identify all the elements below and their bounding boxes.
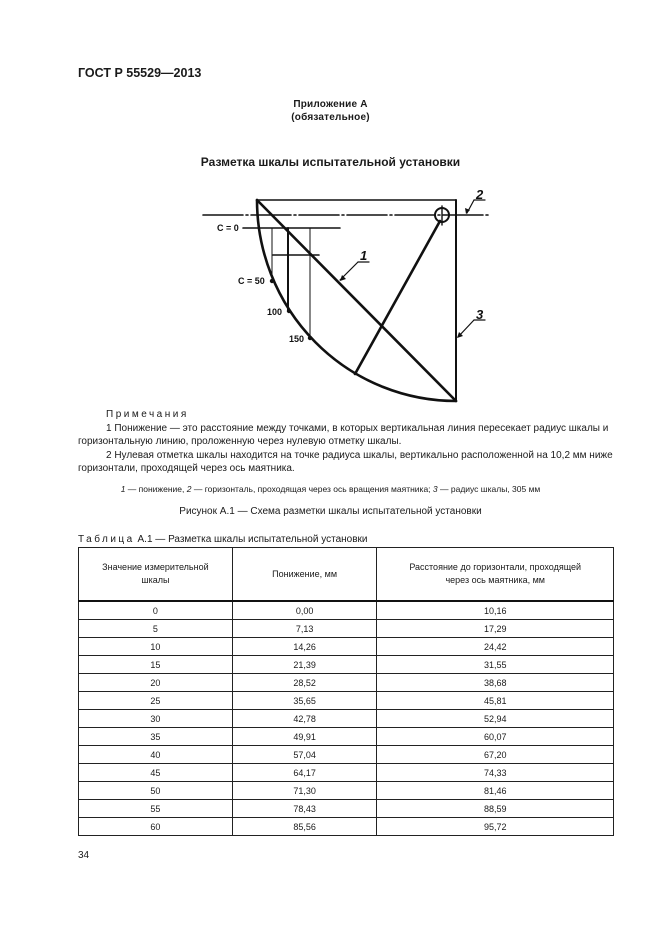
table-row <box>79 638 614 656</box>
cell-distance: 60,07 <box>377 728 614 746</box>
table-row <box>79 800 614 818</box>
table-row <box>79 674 614 692</box>
table-row <box>79 728 614 746</box>
table-row <box>79 692 614 710</box>
figure-notes <box>78 408 613 476</box>
note-1: 1 Понижение — это расстояние между точками, в которых вертикальная линия пересекает радиус шкалы и горизонтальную линию, проложенную через нулевую отметку шкалы. <box>78 422 609 447</box>
label-150: 150 <box>289 334 305 344</box>
table-row <box>79 782 614 800</box>
cell-distance: 38,68 <box>377 674 614 692</box>
cell-distance: 17,29 <box>377 620 614 638</box>
label-100: 100 <box>267 307 283 317</box>
legend-num-2: 2 <box>186 484 192 494</box>
scale-marking-table <box>78 547 614 836</box>
cell-distance: 24,42 <box>377 638 614 656</box>
cell-scale-value: 30 <box>79 710 233 728</box>
legend-text-2: — горизонталь, проходящая через ось вращения маятника; <box>191 484 433 494</box>
cell-scale-value: 45 <box>79 764 233 782</box>
appendix-status: (обязательное) <box>291 112 370 123</box>
cell-distance: 74,33 <box>377 764 614 782</box>
col-header-scale-value: Значение измерительной шкалы <box>79 548 233 602</box>
cell-drop: 42,78 <box>232 710 377 728</box>
table-row <box>79 656 614 674</box>
callout-2: 2 <box>476 187 484 202</box>
cell-drop: 57,04 <box>232 746 377 764</box>
cell-distance: 31,55 <box>377 656 614 674</box>
cell-distance: 95,72 <box>377 818 614 836</box>
cell-scale-value: 25 <box>79 692 233 710</box>
scale-marking-diagram <box>0 0 661 420</box>
callout-3: 3 <box>476 307 484 322</box>
document-id: ГОСТ Р 55529—2013 <box>78 66 202 80</box>
label-c50: С = 50 <box>238 276 265 286</box>
col-header-distance: Расстояние до горизонтали, проходящей через ось маятника, мм <box>377 548 614 602</box>
figure-caption: Рисунок А.1 — Схема разметки шкалы испытательной установки <box>179 506 482 517</box>
table-row <box>79 710 614 728</box>
cell-drop: 7,13 <box>232 620 377 638</box>
cell-scale-value: 15 <box>79 656 233 674</box>
table-row <box>79 601 614 620</box>
callout-1: 1 <box>360 248 368 263</box>
table-row <box>79 620 614 638</box>
cell-drop: 28,52 <box>232 674 377 692</box>
figure-heading: Разметка шкалы испытательной установки <box>200 155 461 169</box>
figure-legend <box>0 484 661 494</box>
table-caption <box>78 534 368 545</box>
appendix-title: Приложение А <box>293 99 368 110</box>
cell-scale-value: 55 <box>79 800 233 818</box>
cell-distance: 10,16 <box>377 601 614 620</box>
col-header-drop: Понижение, мм <box>232 548 377 602</box>
cell-scale-value: 10 <box>79 638 233 656</box>
page-number: 34 <box>78 850 90 861</box>
cell-scale-value: 60 <box>79 818 233 836</box>
cell-scale-value: 40 <box>79 746 233 764</box>
table-header-row <box>79 548 614 602</box>
label-c0: С = 0 <box>217 223 239 233</box>
cell-drop: 85,56 <box>232 818 377 836</box>
cell-scale-value: 50 <box>79 782 233 800</box>
table-caption-prefix: Таблица <box>78 534 135 545</box>
note-2: 2 Нулевая отметка шкалы находится на точке радиуса шкалы, вертикально расположенной на 10,2 мм ниже горизонтали, проходящей через ось маятника. <box>78 449 613 474</box>
table-row <box>79 818 614 836</box>
legend-text-3: — радиус шкалы, 305 мм <box>437 484 541 494</box>
notes-title: Примечания <box>106 409 189 420</box>
cell-scale-value: 5 <box>79 620 233 638</box>
cell-drop: 14,26 <box>232 638 377 656</box>
table-caption-text: А.1 — Разметка шкалы испытательной установки <box>134 534 368 545</box>
cell-drop: 71,30 <box>232 782 377 800</box>
cell-distance: 88,59 <box>377 800 614 818</box>
cell-distance: 52,94 <box>377 710 614 728</box>
cell-scale-value: 35 <box>79 728 233 746</box>
cell-drop: 78,43 <box>232 800 377 818</box>
cell-distance: 45,81 <box>377 692 614 710</box>
table-row <box>79 746 614 764</box>
cell-distance: 67,20 <box>377 746 614 764</box>
table-row <box>79 764 614 782</box>
cell-drop: 64,17 <box>232 764 377 782</box>
cell-drop: 0,00 <box>232 601 377 620</box>
legend-num-3: 3 <box>432 484 438 494</box>
legend-text-1: — понижение, <box>125 484 187 494</box>
cell-scale-value: 0 <box>79 601 233 620</box>
cell-scale-value: 20 <box>79 674 233 692</box>
cell-distance: 81,46 <box>377 782 614 800</box>
cell-drop: 49,91 <box>232 728 377 746</box>
cell-drop: 35,65 <box>232 692 377 710</box>
legend-num-1: 1 <box>120 484 126 494</box>
cell-drop: 21,39 <box>232 656 377 674</box>
